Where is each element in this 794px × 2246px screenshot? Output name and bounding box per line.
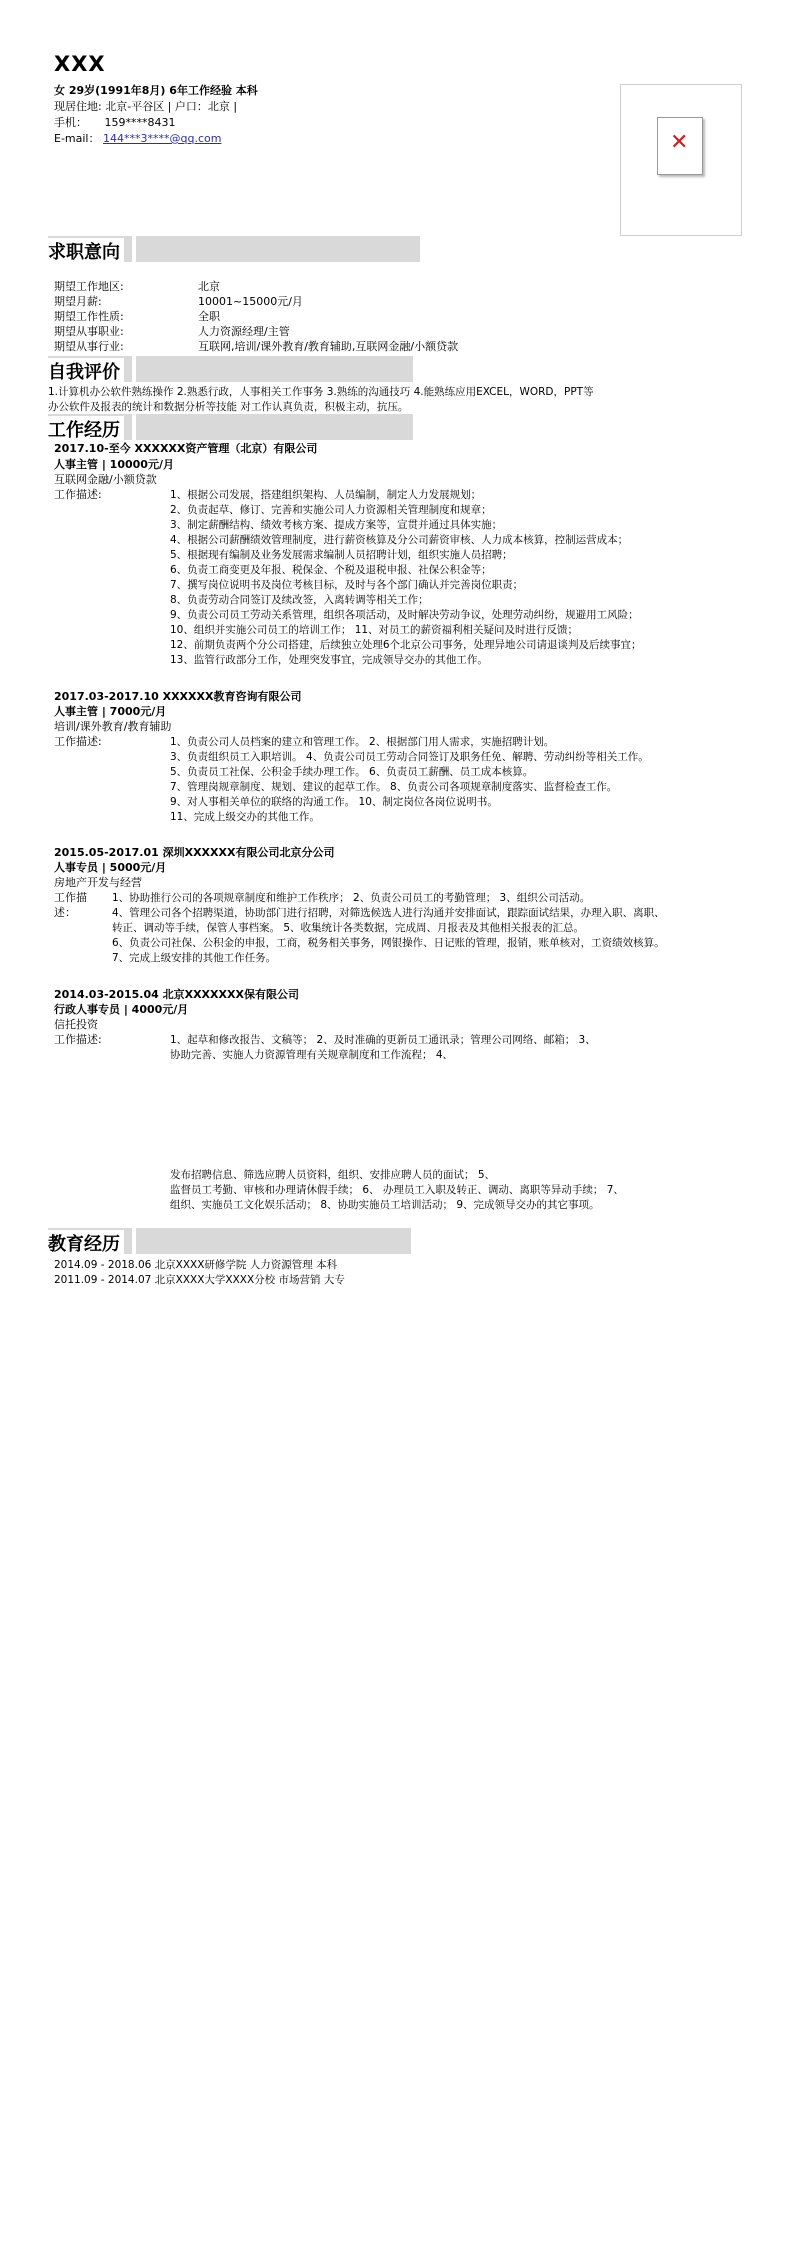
- job-desc-line: 协助完善、实施人力资源管理有关规章制度和工作流程； 4、: [170, 1049, 454, 1061]
- email-label: E-mail：: [54, 132, 100, 145]
- job-desc-label: 工作描述:: [54, 735, 102, 748]
- job-desc-line: 7、管理岗规章制度、规划、建议的起草工作。 8、负责公司各项规章制度落实、监督检查工作。: [170, 781, 618, 793]
- job-desc-line: 7、完成上级安排的其他工作任务。: [112, 952, 277, 964]
- profile-photo: [620, 84, 742, 236]
- job-desc-line: 2、负责起草、修订、完善和实施公司人力资源相关管理制度和规章；: [170, 504, 492, 516]
- job-desc-line: 组织、实施员工文化娱乐活动； 8、协助实施员工培训活动； 9、完成领导交办的其它事项。: [170, 1199, 600, 1211]
- job-desc-line: 12、前期负责两个分公司搭建，后续独立处理6个北京公司事务，处理异地公司请退谈判及后续事宜；: [170, 639, 642, 651]
- section-title-self: 自我评价: [48, 358, 124, 384]
- job-desc-line: 6、负责公司社保、公积金的申报，工商，税务相关事务，网银操作、日记账的管理，报销，账单核对，工资绩效核算。: [112, 937, 665, 949]
- section-title-intent: 求职意向: [48, 238, 124, 264]
- phone-line: [54, 116, 176, 130]
- intent-value: 人力资源经理/主管: [198, 325, 290, 338]
- job-desc-line: 1、根据公司发展，搭建组织架构、人员编制，制定人力发展规划；: [170, 489, 482, 501]
- intent-value: 10001~15000元/月: [198, 295, 303, 308]
- education-row: 2011.09 - 2014.07 北京XXXX大学XXXX分校 市场营销 大专: [54, 1274, 345, 1286]
- job-desc-line: 6、负责工商变更及年报、税保金、个税及退税申报、社保公积金等；: [170, 564, 492, 576]
- email-line: [54, 132, 221, 146]
- job-period-company: 2015.05-2017.01 深圳XXXXXX有限公司北京分公司: [54, 846, 335, 859]
- job-desc-line: 1、起草和修改报告、文稿等； 2、及时准确的更新员工通讯录；管理公司网络、邮箱； 3、: [170, 1034, 596, 1046]
- education-row: 2014.09 - 2018.06 北京XXXX研修学院 人力资源管理 本科: [54, 1259, 338, 1271]
- job-title-salary: 人事主管 | 7000元/月: [54, 705, 167, 718]
- intent-value: 北京: [198, 280, 220, 293]
- job-desc-line: 监督员工考勤、审核和办理请休假手续； 6、 办理员工入职及转正、调动、离职等异动手续； 7、: [170, 1184, 624, 1196]
- job-desc-line: 8、负责劳动合同签订及续改签，入离转调等相关工作；: [170, 594, 429, 606]
- location-value: 北京-平谷区 | 户口：北京 |: [105, 100, 238, 113]
- job-desc-line: 13、监管行政部分工作，处理突发事宜，完成领导交办的其他工作。: [170, 654, 488, 666]
- candidate-summary: 女 29岁(1991年8月) 6年工作经验 本科: [54, 84, 258, 97]
- job-period-company: 2017.03-2017.10 XXXXXX教育咨询有限公司: [54, 690, 302, 703]
- job-desc-line: 3、负责组织员工入职培训。 4、负责公司员工劳动合同签订及职务任免、解聘、劳动纠纷等相关工作。: [170, 751, 649, 763]
- job-industry: 信托投资: [54, 1018, 98, 1031]
- job-desc-line: 9、对人事相关单位的联络的沟通工作。 10、制定岗位各岗位说明书。: [170, 796, 498, 808]
- intent-label: 期望工作性质:: [54, 310, 124, 323]
- job-desc-label: 述：: [54, 906, 76, 919]
- phone-label: 手机：: [54, 116, 87, 129]
- job-industry: 房地产开发与经营: [54, 876, 142, 889]
- job-period-company: 2014.03-2015.04 北京XXXXXXX保有限公司: [54, 988, 299, 1001]
- section-header-edu: [48, 1228, 411, 1254]
- job-desc-line: 7、撰写岗位说明书及岗位考核目标，及时与各个部门确认并完善岗位职责；: [170, 579, 524, 591]
- job-desc-line: 转正、调动等手续，保管人事档案。 5、收集统计各类数据，完成周、月报表及其他相关报表的汇总。: [112, 922, 585, 934]
- candidate-name: XXX: [54, 52, 106, 76]
- self-eval-line: 1.计算机办公软件熟练操作 2.熟悉行政，人事相关工作事务 3.熟练的沟通技巧 4.能熟练应用EXCEL，WORD，PPT等: [48, 386, 594, 398]
- job-period-company: 2017.10-至今 XXXXXX资产管理（北京）有限公司: [54, 442, 318, 455]
- job-desc-line: 5、负责员工社保、公积金手续办理工作。 6、负责员工薪酬、员工成本核算。: [170, 766, 534, 778]
- job-desc-line: 1、协助推行公司的各项规章制度和维护工作秩序； 2、负责公司员工的考勤管理； 3、组织公司活动。: [112, 892, 591, 904]
- job-desc-label: 工作描述:: [54, 1033, 102, 1046]
- section-header-work: [48, 414, 413, 440]
- job-desc-line: 1、负责公司人员档案的建立和管理工作。 2、根据部门用人需求，实施招聘计划。: [170, 736, 555, 748]
- intent-label: 期望从事行业:: [54, 340, 124, 353]
- job-desc-line: 4、根据公司薪酬绩效管理制度，进行薪资核算及分公司薪资审核、人力成本核算，控制运营成本；: [170, 534, 629, 546]
- job-desc-line: 9、负责公司员工劳动关系管理，组织各项活动，及时解决劳动争议，处理劳动纠纷，规避用工风险；: [170, 609, 639, 621]
- email-link[interactable]: 144***3****@qq.com: [103, 132, 222, 145]
- job-title-salary: 行政人事专员 | 4000元/月: [54, 1003, 189, 1016]
- job-industry: 互联网金融/小额贷款: [54, 473, 157, 486]
- job-desc-line: 5、根据现有编制及业务发展需求编制人员招聘计划，组织实施人员招聘；: [170, 549, 513, 561]
- self-eval-line: 办公软件及报表的统计和数据分析等技能 对工作认真负责，积极主动，抗压。: [48, 401, 409, 413]
- location-line: [54, 100, 237, 114]
- intent-label: 期望工作地区:: [54, 280, 124, 293]
- job-desc-line: 11、完成上级交办的其他工作。: [170, 811, 320, 823]
- intent-value: 互联网,培训/课外教育/教育辅助,互联网金融/小额贷款: [198, 340, 459, 353]
- section-header-intent: [48, 236, 420, 262]
- job-title-salary: 人事专员 | 5000元/月: [54, 861, 167, 874]
- job-desc-line: 3、制定薪酬结构、绩效考核方案、提成方案等，宣贯并通过具体实施；: [170, 519, 503, 531]
- job-desc-line: 4、管理公司各个招聘渠道，协助部门进行招聘，对筛选候选人进行沟通并安排面试，跟踪面试结果，办理入职、离职、: [112, 907, 665, 919]
- location-label: 现居住地:: [54, 100, 102, 113]
- job-industry: 培训/课外教育/教育辅助: [54, 720, 172, 733]
- intent-label: 期望月薪:: [54, 295, 102, 308]
- intent-value: 全职: [198, 310, 220, 323]
- job-title-salary: 人事主管 | 10000元/月: [54, 458, 174, 471]
- broken-image-icon: ✕: [657, 117, 703, 175]
- phone-value: 159****8431: [104, 116, 176, 129]
- job-desc-label: 工作描: [54, 891, 87, 904]
- job-desc-label: 工作描述:: [54, 488, 102, 501]
- job-desc-line: 发布招聘信息、筛选应聘人员资料，组织、安排应聘人员的面试； 5、: [170, 1169, 496, 1181]
- job-desc-line: 10、组织并实施公司员工的培训工作； 11、对员工的薪资福利相关疑问及时进行反馈；: [170, 624, 579, 636]
- section-title-work: 工作经历: [48, 416, 124, 442]
- section-header-self: [48, 356, 413, 382]
- section-title-edu: 教育经历: [48, 1230, 124, 1256]
- intent-label: 期望从事职业:: [54, 325, 124, 338]
